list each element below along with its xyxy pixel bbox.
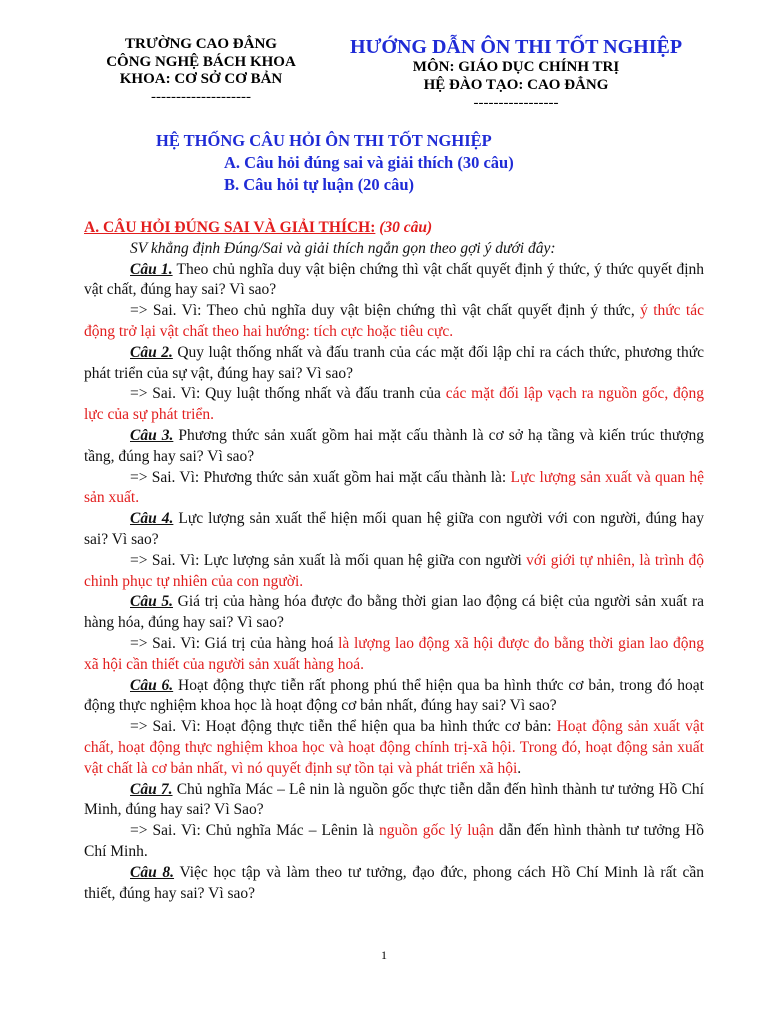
answer-highlight: Lực lượng sản xuất và quan hệ sản xuất. — [84, 468, 705, 507]
question-4 — [84, 509, 704, 551]
question-7 — [84, 780, 704, 822]
document-title: HƯỚNG DẪN ÔN THI TỐT NGHIỆP — [349, 36, 683, 58]
faculty-line: KHOA: CƠ SỞ CƠ BẢN — [119, 71, 283, 87]
question-text: Phương thức sản xuất gồm hai mặt cấu thành là cơ sở hạ tầng và kiến trúc thượng tầng, đúng hay sai? Vì sao? — [84, 426, 704, 465]
question-system-item-a: A. Câu hỏi đúng sai và giải thích (30 câu) — [224, 153, 514, 172]
question-text: Lực lượng sản xuất thể hiện mối quan hệ giữa con người với con người, đúng hay sai? Vì sao? — [84, 510, 705, 548]
answer-text: => Sai. Vì: Giá trị của hàng hoá — [130, 634, 339, 652]
school-header — [88, 36, 314, 106]
answer-text: => Sai. Vì: Quy luật thống nhất và đấu tranh của — [130, 385, 446, 403]
question-text: Quy luật thống nhất và đấu tranh của các mặt đối lập chỉ ra cách thức, phương thức phát triển của sự vật, đúng hay sai? Vì sao? — [84, 343, 704, 382]
question-2 — [84, 343, 704, 385]
answer-highlight: các mặt đối lập vạch ra nguồn gốc, động lực của sự phát triển. — [84, 385, 704, 424]
section-a-count: (30 câu) — [379, 219, 433, 236]
answer-highlight: Hoạt động sản xuất vật chất, hoạt động thực nghiệm khoa học và hoạt động chính trị-xã hội. Trong đó, hoạt động sản xuất vật chất là cơ bản nhất, vì nó quyết định sự tồn tại và phát triển xã hội — [84, 718, 704, 777]
school-name-line-1: TRƯỜNG CAO ĐẲNG — [125, 36, 277, 52]
question-5 — [84, 592, 704, 634]
answer-highlight: ý thức tác động trở lại vật chất theo hai hướng: tích cực hoặc tiêu cực. — [84, 302, 704, 340]
answer-4 — [84, 551, 704, 593]
document-header — [336, 36, 696, 112]
question-system-title: HỆ THỐNG CÂU HỎI ÔN THI TỐT NGHIỆP — [156, 131, 492, 150]
question-label: Câu 8. — [130, 863, 175, 881]
question-system-item-b: B. Câu hỏi tự luận (20 câu) — [224, 175, 415, 194]
section-a-intro: SV khẳng định Đúng/Sai và giải thích ngắn gọn theo gợi ý dưới đây: — [130, 239, 556, 257]
answer-highlight: là lượng lao động xã hội được đo bằng thời gian lao động xã hội cần thiết của người sản xuất hàng hoá. — [84, 634, 704, 673]
question-6 — [84, 676, 704, 718]
answer-3 — [84, 468, 704, 510]
question-3 — [84, 426, 704, 468]
question-8 — [84, 863, 704, 905]
answer-highlight: với giới tự nhiên, là trình độ chinh phục tự nhiên của con người. — [84, 551, 704, 590]
answer-7 — [84, 821, 704, 863]
header-divider-right: ----------------- — [473, 95, 559, 111]
answer-text: => Sai. Vì: Theo chủ nghĩa duy vật biện chứng thì vật chất quyết định ý thức, — [130, 302, 641, 320]
question-label: Câu 5. — [130, 593, 173, 611]
answer-text: => Sai. Vì: Hoạt động thực tiễn thể hiện qua ba hình thức cơ bản: — [130, 718, 557, 736]
question-text: Hoạt động thực tiễn rất phong phú thể hiện qua ba hình thức cơ bản, trong đó hoạt động thực nghiệm khoa học là hoạt động cơ bản nhất, đúng hay sai? Vì sao? — [84, 676, 704, 715]
answer-5 — [84, 634, 704, 676]
question-text: Việc học tập và làm theo tư tưởng, đạo đức, phong cách Hồ Chí Minh là rất cần thiết, đúng hay sai? Vì sao? — [84, 863, 704, 902]
question-system — [84, 130, 704, 196]
answer-2 — [84, 384, 704, 426]
training-level-line: HỆ ĐÀO TẠO: CAO ĐẲNG — [423, 77, 609, 93]
question-label: Câu 3. — [130, 426, 174, 444]
section-a-title: A. CÂU HỎI ĐÚNG SAI VÀ GIẢI THÍCH: — [84, 219, 376, 236]
section-a-heading — [84, 218, 704, 239]
question-label: Câu 1. — [130, 260, 173, 278]
question-text: Giá trị của hàng hóa được đo bằng thời gian lao động cá biệt của người sản xuất ra hàng hóa, đúng hay sai? Vì sao? — [84, 593, 704, 632]
answer-highlight: nguồn gốc lý luận — [378, 822, 494, 840]
answer-6 — [84, 717, 704, 779]
question-label: Câu 6. — [130, 676, 174, 694]
subject-line: MÔN: GIÁO DỤC CHÍNH TRỊ — [412, 59, 620, 75]
answer-1 — [84, 301, 704, 343]
school-name-line-2: CÔNG NGHỆ BÁCH KHOA — [106, 53, 296, 70]
answer-tail: . — [517, 759, 522, 777]
question-label: Câu 7. — [130, 780, 173, 798]
answer-text: => Sai. Vì: Phương thức sản xuất gồm hai mặt cấu thành là: — [130, 468, 511, 486]
question-1 — [84, 260, 704, 302]
question-text: Theo chủ nghĩa duy vật biện chứng thì vật chất quyết định ý thức, ý thức quyết định vật chất, đúng hay sai? Vì sao? — [84, 260, 704, 299]
answer-tail: dẫn đến hình thành tư tưởng Hồ Chí Minh. — [84, 822, 704, 860]
question-text: Chủ nghĩa Mác – Lê nin là nguồn gốc thực tiễn dẫn đến hình thành tư tưởng Hồ Chí Minh, đúng hay sai? Vì Sao? — [84, 780, 704, 819]
question-label: Câu 4. — [130, 510, 174, 528]
section-a-body — [84, 218, 704, 904]
question-label: Câu 2. — [130, 343, 173, 361]
answer-text: => Sai. Vì: Chủ nghĩa Mác – Lênin là — [130, 822, 379, 840]
header-divider-left: -------------------- — [151, 88, 251, 105]
page-number: 1 — [381, 948, 387, 962]
answer-text: => Sai. Vì: Lực lượng sản xuất là mối quan hệ giữa con người — [130, 551, 527, 569]
